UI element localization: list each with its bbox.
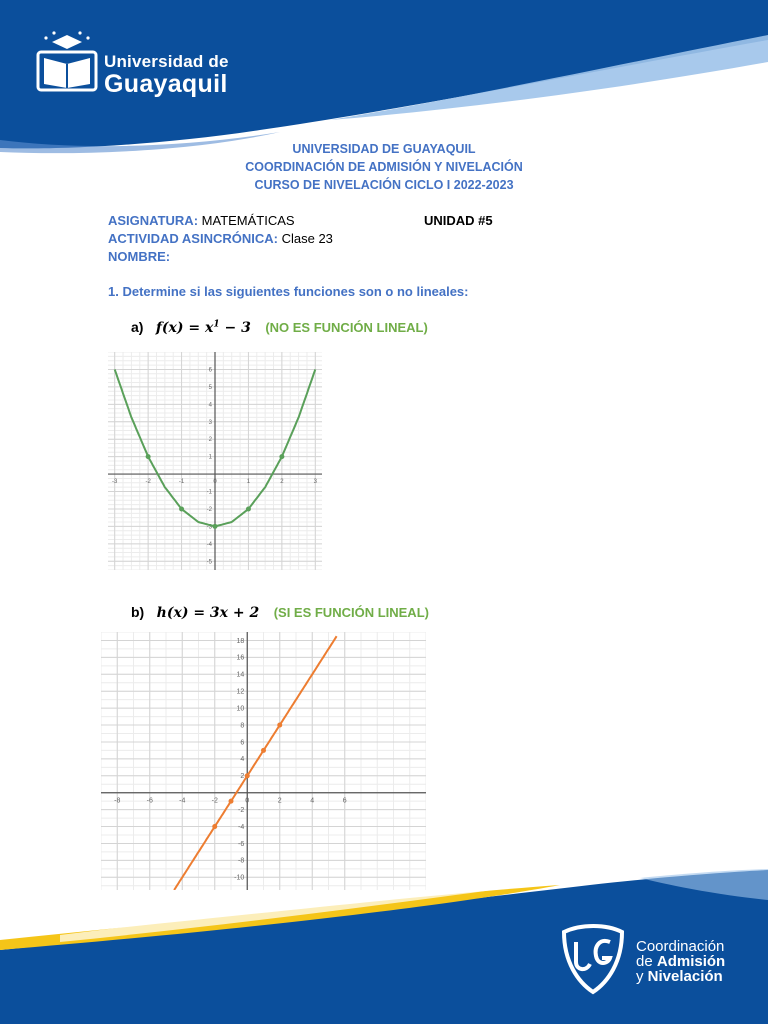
y-tick-label: -2 [206,506,212,513]
logo-line-coordinacion: Coordinación [636,938,725,955]
x-tick-label: 4 [310,797,315,805]
asignatura-value: MATEMÁTICAS [201,213,295,228]
logo-university-name: Universidad de [104,52,229,71]
x-tick-label: 6 [342,797,347,805]
actividad-row [108,230,333,248]
item-a-letter: a) [131,319,144,335]
book-shield-icon [34,30,100,98]
x-tick-label: -8 [114,797,121,805]
item-a-formula [156,320,251,336]
data-point [229,799,234,804]
y-tick-label: -4 [206,541,212,548]
x-tick-label: -3 [112,479,118,486]
asignatura-row [108,212,295,230]
y-tick-label: -5 [206,559,212,566]
item-b-letter: b) [131,604,145,620]
line-chart [101,632,426,890]
logo-line-nivelacion-bold: Nivelación [647,968,723,985]
y-tick-label: 3 [208,419,212,426]
y-tick-label: 10 [236,705,245,713]
x-tick-label: 1 [246,479,251,486]
y-tick-label: 4 [240,756,245,764]
item-b-verdict: (SI ES FUNCIÓN LINEAL) [273,605,429,620]
nombre-label: NOMBRE: [108,249,171,264]
item-a-formula-rhs: − 3 [219,320,251,336]
data-point [245,773,250,778]
unidad-label: UNIDAD #5 [424,213,493,228]
logo-line-nivelacion [636,968,723,985]
y-tick-label: 8 [240,722,245,730]
y-tick-label: 2 [208,437,212,444]
header-coordination: COORDINACIÓN DE ADMISIÓN Y NIVELACIÓN [245,160,523,174]
asignatura-label: ASIGNATURA: [108,213,199,228]
item-a-formula-exponent: 1 [213,319,220,330]
x-tick-label: -2 [145,479,151,486]
item-a [131,319,428,336]
y-tick-label: -8 [238,857,245,865]
data-point [261,748,266,753]
y-tick-label: 14 [236,671,245,679]
y-tick-label: -3 [206,524,212,531]
nombre-row [108,248,170,266]
item-b [131,604,429,621]
y-tick-label: 6 [208,367,212,374]
header-university: UNIVERSIDAD DE GUAYAQUIL [292,142,476,156]
data-point [277,723,282,728]
y-tick-label: -10 [234,874,245,882]
data-point [213,524,218,529]
y-tick-label: 5 [208,384,212,391]
x-tick-label: 2 [277,797,282,805]
y-tick-label: 18 [236,637,245,645]
y-tick-label: 16 [236,654,245,662]
data-point [279,454,284,459]
item-b-formula: h(x) = 3x + 2 [156,605,260,621]
x-tick-label: 2 [280,479,284,486]
data-point [246,506,251,511]
header-course: CURSO DE NIVELACIÓN CICLO I 2022-2023 [254,178,514,192]
y-tick-label: 2 [240,773,245,781]
y-tick-label: 1 [208,454,212,461]
y-tick-label: -4 [238,823,245,831]
document-header [0,140,768,194]
x-tick-label: 0 [245,797,250,805]
data-point [146,454,151,459]
item-a-formula-lhs: f(x) = x [155,320,214,336]
x-tick-label: 0 [213,479,217,486]
y-tick-label: -1 [206,489,212,496]
y-tick-label: 6 [240,739,245,747]
y-tick-label: -2 [238,806,245,814]
parabola-chart [108,352,322,570]
x-tick-label: -6 [146,797,153,805]
logo-university-city: Guayaquil [104,70,228,98]
data-point [179,506,184,511]
x-tick-label: -4 [179,797,186,805]
y-tick-label: -6 [238,840,245,848]
logo-line-admision-prefix: de [636,953,657,970]
item-a-verdict: (NO ES FUNCIÓN LINEAL) [265,320,428,335]
actividad-value: Clase 23 [281,231,333,246]
logo-line-admision-bold: Admisión [656,953,726,970]
x-tick-label: -2 [211,797,218,805]
university-logo [34,30,234,100]
y-tick-label: 12 [236,688,245,696]
logo-line-nivelacion-prefix: y [636,968,648,985]
x-tick-label: -1 [178,479,185,486]
coordination-logo [556,918,756,998]
actividad-label: ACTIVIDAD ASINCRÓNICA: [108,231,278,246]
data-point [212,824,217,829]
question-1: 1. Determine si las siguientes funciones son o no lineales: [108,284,469,299]
y-tick-label: 4 [208,402,212,409]
ug-shield-icon [556,922,630,996]
x-tick-label: 3 [313,479,317,486]
